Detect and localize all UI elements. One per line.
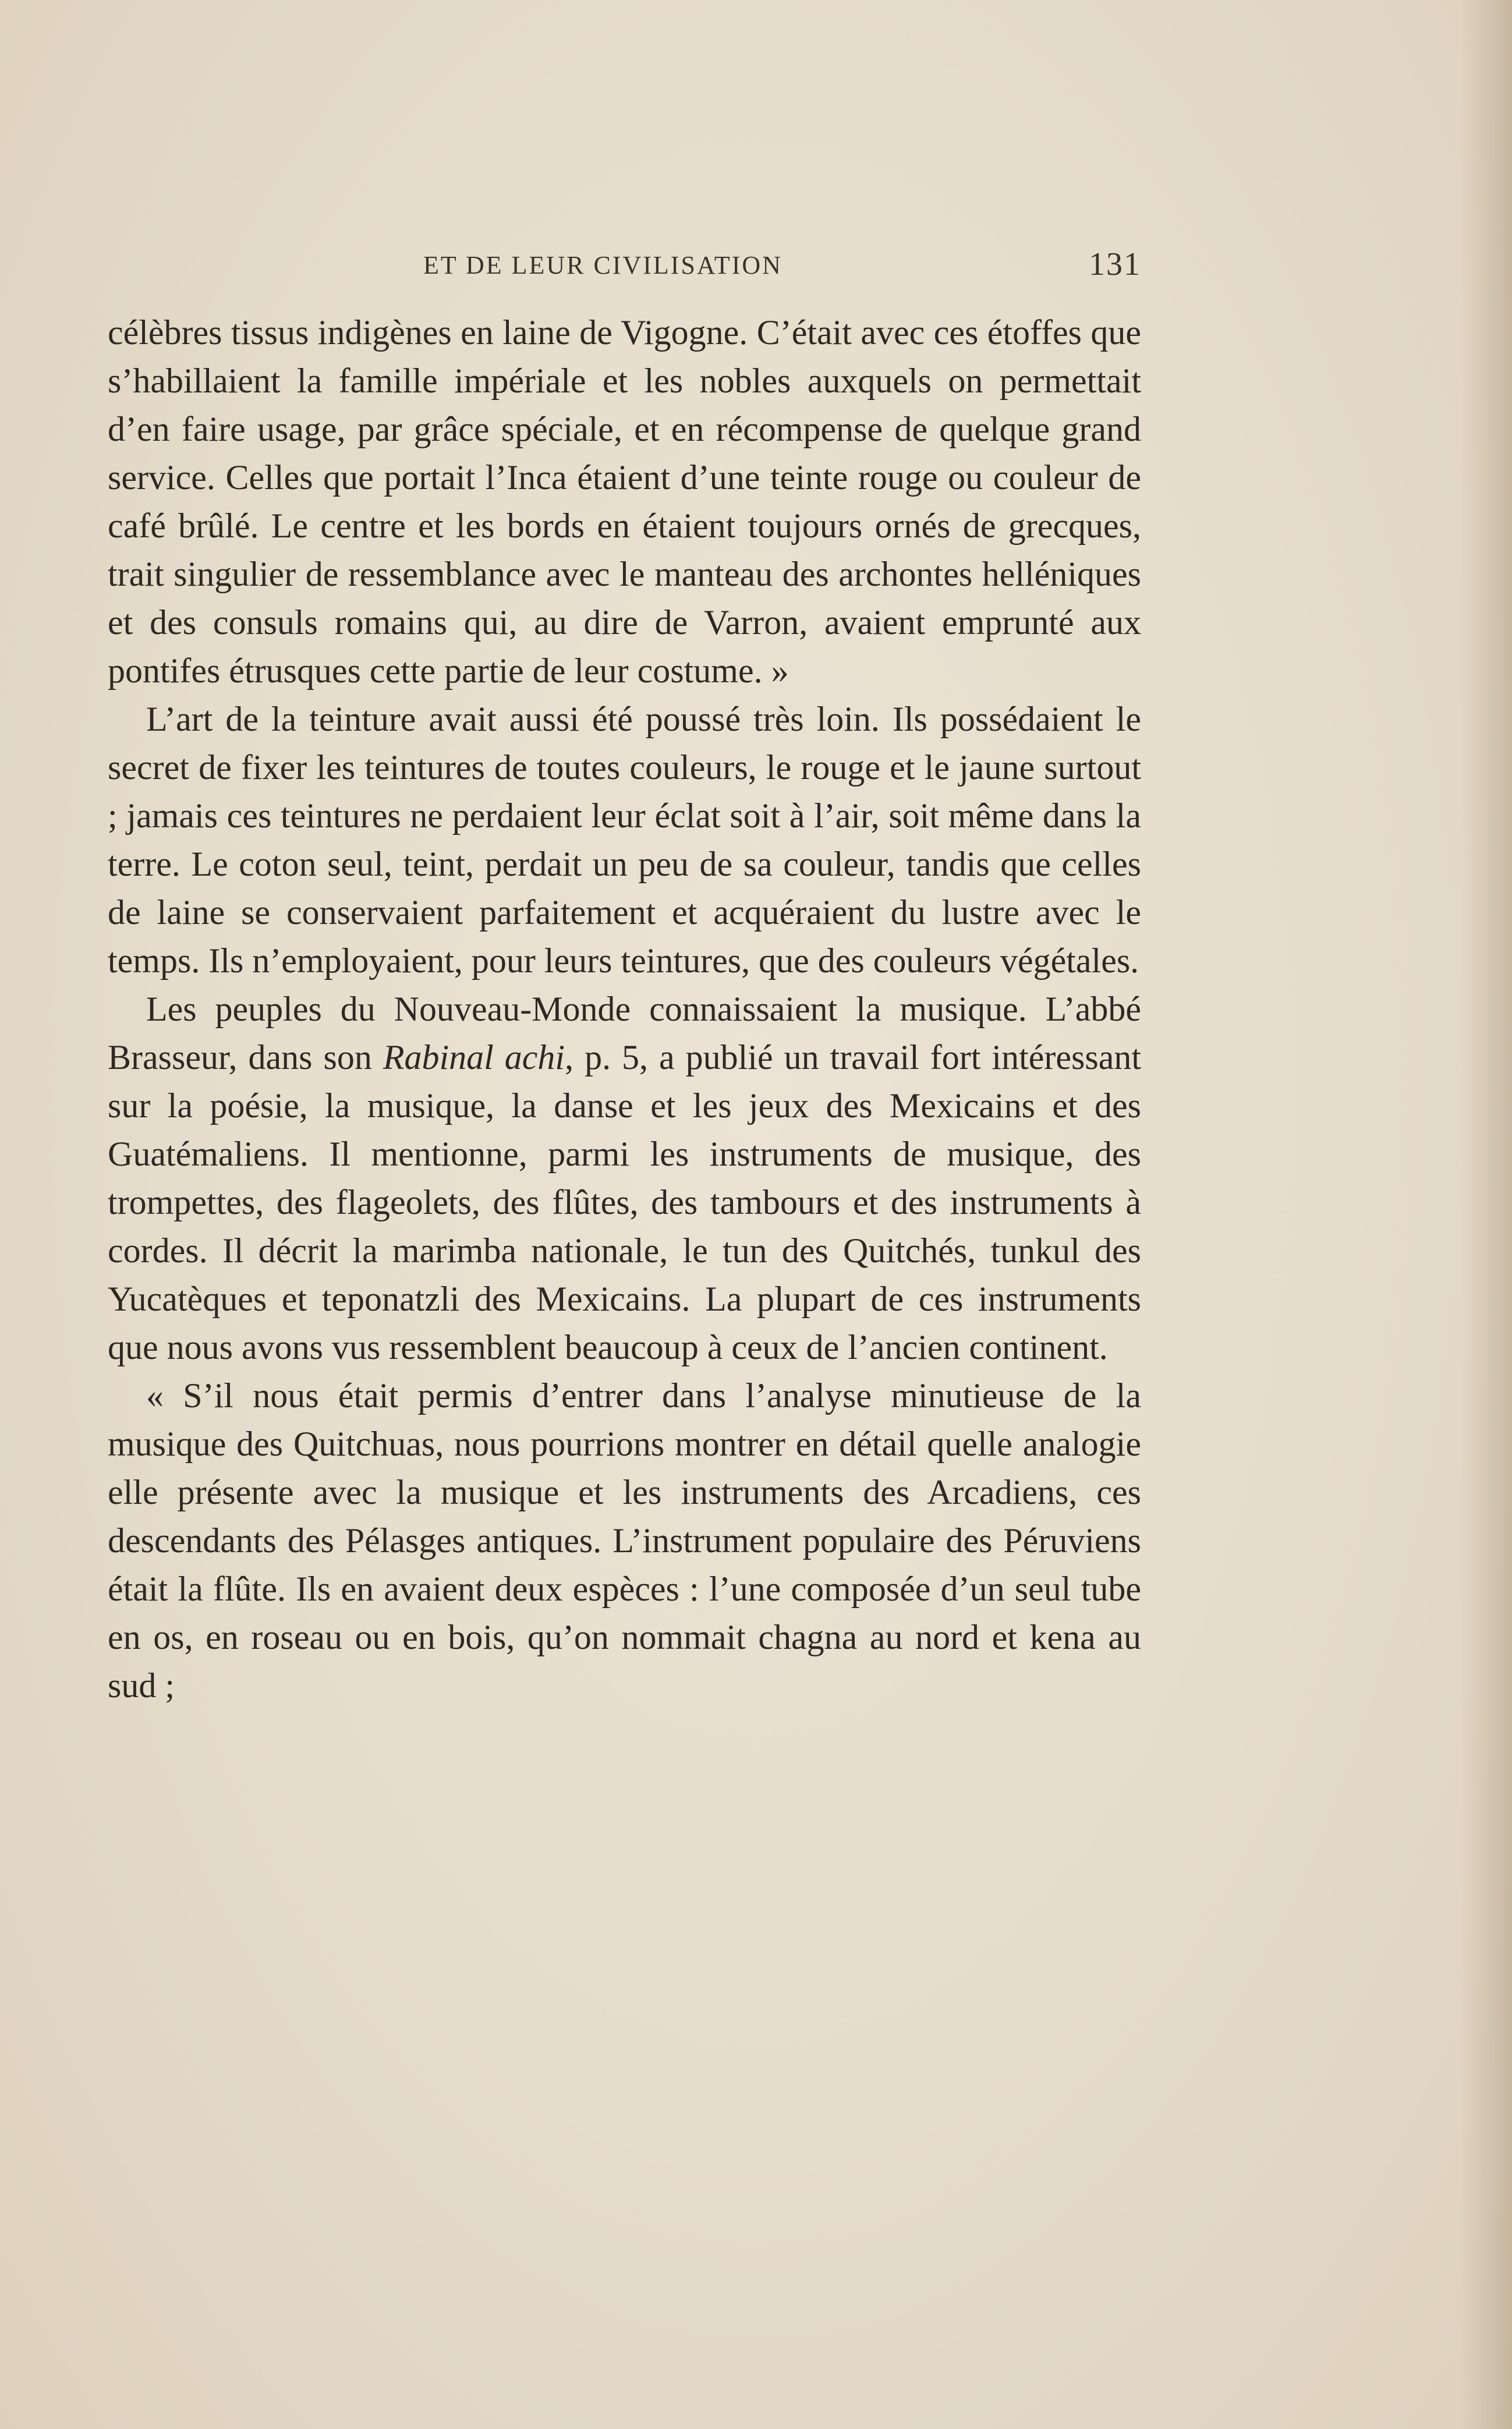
paragraph-1: célèbres tissus indigènes en laine de Vigogne. C’était avec ces étoffes que s’habillaient la famille impériale et les nobles auxquels on permettait d’en faire usage, par grâce spéciale, et en récompense de quelque grand service. Celles que portait l’Inca étaient d’une teinte rouge ou couleur de café brûlé. Le centre et les bords en étaient toujours ornés de grecques, trait singulier de ressemblance avec le manteau des archontes helléniques et des consuls romains qui, au dire de Varron, avaient emprunté aux pontifes étrusques cette partie de leur costume. » — [108, 313, 1141, 690]
body-text — [108, 309, 1141, 1710]
paragraph-3-text-end: , p. 5, a publié un travail fort intéressant sur la poésie, la musique, la danse et les jeux des Mexicains et des Guatémaliens. Il mentionne, parmi les instruments de musique, des trompettes, des flageolets, des flûtes, des tambours et des instruments à cordes. Il décrit la marimba nationale, le tun des Quitchés, tunkul des Yucatèques et teponatzli des Mexicains. La plupart de ces instruments que nous avons vus ressemblent beaucoup à ceux de l’ancien continent. — [108, 1038, 1141, 1366]
paragraph-3 — [108, 985, 1141, 1372]
paragraph-2: L’art de la teinture avait aussi été poussé très loin. Ils possédaient le secret de fixer les teintures de toutes couleurs, le rouge et le jaune surtout ; jamais ces teintures ne perdaient leur éclat soit à l’air, soit même dans la terre. Le coton seul, teint, perdait un peu de sa couleur, tandis que celles de laine se conservaient parfaitement et acquéraient du lustre avec le temps. Ils n’employaient, pour leurs teintures, que des couleurs végétales. — [108, 700, 1141, 980]
paragraph-4: « S’il nous était permis d’entrer dans l’analyse minutieuse de la musique des Quitchuas, nous pourrions montrer en détail quelle analogie elle présente avec la musique et les instruments des Arcadiens, ces descendants des Pélasges antiques. L’instrument populaire des Péruviens était la flûte. Ils en avaient deux espèces : l’une composée d’un seul tube en os, en roseau ou en bois, qu’on nommait chagna au nord et kena au sud ; — [108, 1376, 1141, 1705]
paragraph-3-text-start: Les peuples du Nouveau-Monde connaissaient la musique. L’abbé Brasseur, dans son — [108, 990, 1141, 1077]
running-head — [108, 246, 1141, 285]
italic-title: Rabinal achi — [383, 1038, 565, 1077]
running-title: ET DE LEUR CIVILISATION — [423, 251, 782, 279]
page-number: 131 — [1089, 246, 1141, 282]
